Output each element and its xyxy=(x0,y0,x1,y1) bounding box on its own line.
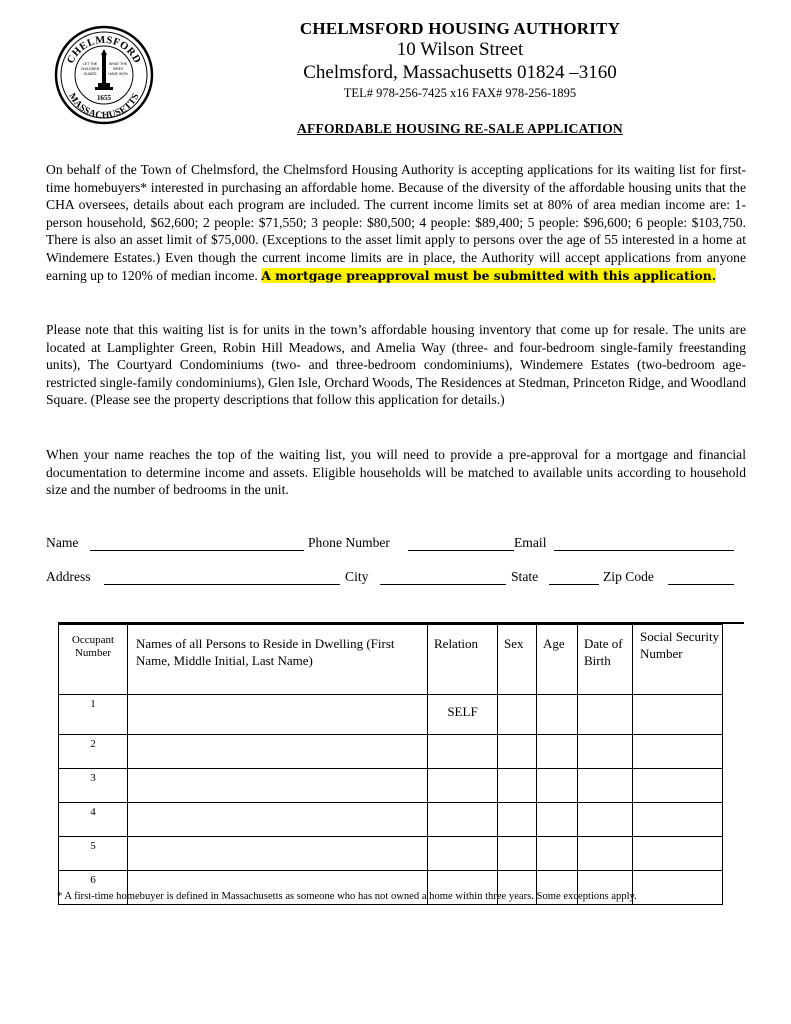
header-names: Names of all Persons to Reside in Dwelling (First Name, Middle Initial, Last Name) xyxy=(128,625,428,695)
table-header-row xyxy=(59,625,723,695)
town-seal-icon xyxy=(54,25,154,125)
occupant-number: 2 xyxy=(59,735,128,769)
name-cell[interactable] xyxy=(128,837,428,871)
svg-text:1655: 1655 xyxy=(97,94,111,102)
occupant-number: 5 xyxy=(59,837,128,871)
relation-cell[interactable] xyxy=(428,837,498,871)
zip-label: Zip Code xyxy=(603,569,654,584)
svg-text:CHELMSFORD: CHELMSFORD xyxy=(65,34,143,66)
dob-cell[interactable] xyxy=(578,769,633,803)
name-cell[interactable] xyxy=(128,769,428,803)
relation-cell[interactable] xyxy=(428,769,498,803)
ssn-cell[interactable] xyxy=(633,803,723,837)
address-label: Address xyxy=(46,569,91,584)
units-paragraph: Please note that this waiting list is for units in the town’s affordable housing inventory that come up for resale. The units are located at Lamplighter Green, Robin Hill Meadows, and Amelia Way (three- and four-bedroom single-family freestanding units), The Courtyard Condominiums (two- and three-bedroom condominiums), Windemere Estates (two-bedroom age-restricted single-family condominiums), Glen Isle, Orchard Woods, The Residences at Stedman, Princeton Ridge, and Woodland Square. (Please see the property descriptions that follow this application for details.) xyxy=(46,322,746,408)
header-occupant-number: Occupant Number xyxy=(59,625,128,695)
header-age: Age xyxy=(537,625,578,695)
svg-text:GUARD: GUARD xyxy=(83,72,97,76)
age-cell[interactable] xyxy=(537,695,578,735)
age-cell[interactable] xyxy=(537,803,578,837)
header-ssn: Social Security Number xyxy=(633,625,723,695)
email-label: Email xyxy=(514,535,547,550)
intro-paragraph xyxy=(46,161,746,284)
table-row xyxy=(59,803,723,837)
dob-cell[interactable] xyxy=(578,735,633,769)
city-address: Chelmsford, Massachusetts 01824 –3160 xyxy=(303,62,617,83)
occupant-number: 4 xyxy=(59,803,128,837)
age-cell[interactable] xyxy=(537,769,578,803)
age-cell[interactable] xyxy=(537,735,578,769)
occupant-table xyxy=(58,624,723,905)
ssn-cell[interactable] xyxy=(633,735,723,769)
age-cell[interactable] xyxy=(537,837,578,871)
organization-name: CHELMSFORD HOUSING AUTHORITY xyxy=(299,19,621,38)
occupant-number: 3 xyxy=(59,769,128,803)
ssn-cell[interactable] xyxy=(633,695,723,735)
zip-field[interactable] xyxy=(668,584,734,585)
svg-text:WHAT THE: WHAT THE xyxy=(108,62,128,66)
name-cell[interactable] xyxy=(128,695,428,735)
street-address: 10 Wilson Street xyxy=(396,39,524,60)
footnote: * A first-time homebuyer is defined in Massachusetts as someone who has not owned a home within three years. Some exceptions apply. xyxy=(57,891,637,902)
occupant-number: 6 xyxy=(59,871,128,905)
ssn-cell[interactable] xyxy=(633,837,723,871)
svg-text:HAVE WON: HAVE WON xyxy=(108,72,128,76)
dob-cell[interactable] xyxy=(578,803,633,837)
phone-field[interactable] xyxy=(408,550,514,551)
name-label: Name xyxy=(46,535,79,550)
sex-cell[interactable] xyxy=(498,695,537,735)
occupant-number: 1 xyxy=(59,695,128,735)
waiting-list-paragraph: When your name reaches the top of the waiting list, you will need to provide a pre-approval for a mortgage and financial documentation to determine income and assets. Eligible households will be matched to available units according to household size and the number of bedrooms in the unit. xyxy=(46,447,746,498)
relation-cell: SELF xyxy=(428,695,498,735)
name-cell[interactable] xyxy=(128,735,428,769)
table-row xyxy=(59,837,723,871)
page-title: AFFORDABLE HOUSING RE-SALE APPLICATION xyxy=(297,121,623,136)
header-sex: Sex xyxy=(498,625,537,695)
header-relation: Relation xyxy=(428,625,498,695)
sex-cell[interactable] xyxy=(498,769,537,803)
city-label: City xyxy=(345,569,369,584)
email-field[interactable] xyxy=(554,550,734,551)
state-label: State xyxy=(511,569,539,584)
sex-cell[interactable] xyxy=(498,803,537,837)
sex-cell[interactable] xyxy=(498,735,537,769)
relation-cell[interactable] xyxy=(428,803,498,837)
sex-cell[interactable] xyxy=(498,837,537,871)
svg-text:LET THE: LET THE xyxy=(82,62,98,66)
dob-cell[interactable] xyxy=(578,695,633,735)
name-cell[interactable] xyxy=(128,803,428,837)
intro-text: On behalf of the Town of Chelmsford, the Chelmsford Housing Authority is accepting applications for its waiting list for first-time homebuyers* interested in purchasing an affordable home. Because of the diversity of the affordable housing units that the CHA oversees, details about each program are included. The current income limits set at 80% of area median income are: 1-person household, $62,600; 2 people: $71,550; 3 people: $80,500; 4 people: $89,400; 5 people: $96,600; 6 people: $103,750. There is also an asset limit of $75,000. (Exceptions to the asset limit apply to persons over the age of 55 interested in a home at Windemere Estates.) Even though the current income limits are in place, the Authority will accept applications from anyone earning up to 120% of median income. xyxy=(46,162,746,283)
highlight-notice: A mortgage preapproval must be submitted with this application. xyxy=(261,267,717,283)
name-field[interactable] xyxy=(90,550,304,551)
svg-text:SIRES: SIRES xyxy=(112,67,124,71)
table-row xyxy=(59,695,723,735)
address-field[interactable] xyxy=(104,584,340,585)
relation-cell[interactable] xyxy=(428,735,498,769)
table-row xyxy=(59,769,723,803)
table-row xyxy=(59,735,723,769)
state-field[interactable] xyxy=(549,584,599,585)
ssn-cell[interactable] xyxy=(633,769,723,803)
tel-fax: TEL# 978-256-7425 x16 FAX# 978-256-1895 xyxy=(343,86,577,100)
letterhead xyxy=(250,18,670,102)
header-dob: Date of Birth xyxy=(578,625,633,695)
svg-text:CHILDREN: CHILDREN xyxy=(80,67,100,71)
city-field[interactable] xyxy=(380,584,506,585)
svg-text:MASSACHUSETTS: MASSACHUSETTS xyxy=(66,91,142,122)
phone-label: Phone Number xyxy=(308,535,390,550)
dob-cell[interactable] xyxy=(578,837,633,871)
